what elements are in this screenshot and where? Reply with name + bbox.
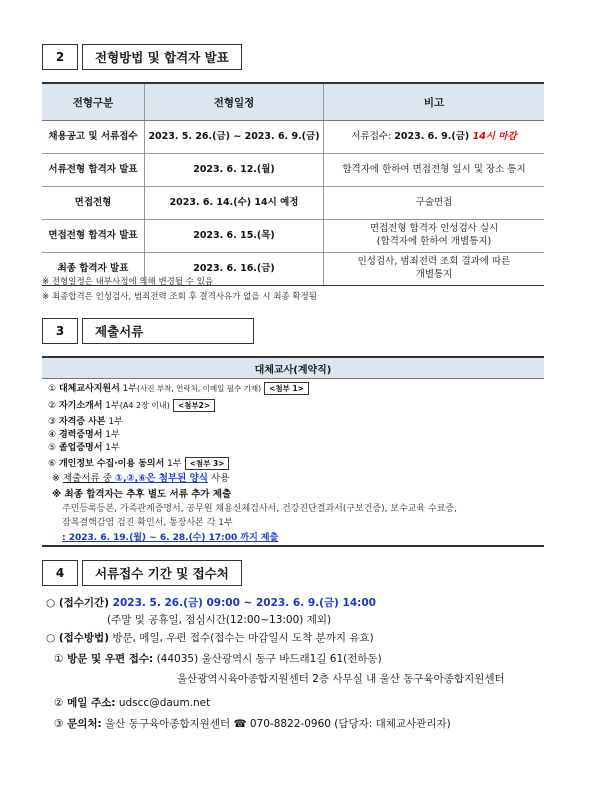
date-cell: 2023. 6. 14.(수) 14시 예정 — [145, 187, 324, 220]
note-cell: 면접전형 합격자 인성검사 실시 (합격자에 한하여 개별통지) — [324, 220, 545, 253]
document-item: ④ 경력증명서 1부 — [48, 430, 120, 440]
contact-line: ③ 문의처: 울산 동구육아종합지원센터 ☎ 070-8822-0960 (담당자: 대체교사관리자) — [54, 718, 451, 730]
section2-number: 2 — [42, 44, 78, 70]
note-cell: 인성검사, 범죄전력 조회 결과에 따른 개별통지 — [324, 253, 545, 286]
method-line: ○ (접수방법) 방문, 메일, 우편 접수(접수는 마감일시 도착 분까지 유효) — [46, 632, 374, 644]
documents-box-header: 대체교사(계약직) — [42, 358, 544, 379]
additional-docs-line2: 잠복결핵감염 검진 확인서, 통장사본 각 1부 — [62, 518, 233, 528]
section4-heading — [42, 560, 242, 586]
section3-title: 제출서류 — [82, 318, 254, 344]
stage-cell: 채용공고 및 서류접수 — [42, 121, 145, 154]
date-cell: 2023. 5. 26.(금) ~ 2023. 6. 9.(금) — [145, 121, 324, 154]
document-item: ⑥ 개인정보 수집·이용 동의서 1부 <첨부 3> — [48, 456, 229, 470]
schedule-table — [42, 82, 544, 286]
section4-number: 4 — [42, 560, 78, 586]
final-pass-note: ※ 최종합격은 인성검사, 범죄전력 조회 후 결격사유가 없을 시 최종 확정됨 — [42, 292, 317, 302]
stage-cell: 면접전형 — [42, 187, 145, 220]
schedule-note: ※ 전형일정은 내부사정에 의해 변경될 수 있음 — [42, 277, 214, 287]
stage-cell: 최종 합격자 발표 — [42, 253, 145, 286]
table-header-row — [42, 83, 544, 121]
stage-cell: 면접전형 합격자 발표 — [42, 220, 145, 253]
section2-heading — [42, 44, 242, 70]
period-line: ○ (접수기간) 2023. 5. 26.(금) 09:00 ~ 2023. 6. 9.(금) 14:00 — [46, 597, 376, 609]
period-note: (주말 및 공휴일, 점심시간(12:00~13:00) 제외) — [107, 614, 332, 626]
table-row — [42, 187, 544, 220]
section3-number: 3 — [42, 318, 78, 344]
note-cell: 합격자에 한하여 면접전형 일시 및 장소 통지 — [324, 154, 545, 187]
attachment-tag: <첨부2> — [173, 399, 215, 412]
form-usage-note: ※ 제출서류 중 ①,②,⑥은 첨부된 양식 사용 — [52, 473, 230, 484]
submission-deadline: : 2023. 6. 19.(월) ~ 6. 28.(수) 17:00 까지 제출 — [62, 533, 279, 543]
visit-address-line2: 울산광역시육아종합지원센터 2층 사무실 내 울산 동구육아종합지원센터 — [177, 673, 505, 685]
attachment-tag: <첨부 1> — [264, 382, 309, 395]
document-item: ③ 자격증 사본 1부 — [48, 417, 123, 427]
date-cell: 2023. 6. 15.(목) — [145, 220, 324, 253]
header-date: 전형일정 — [145, 83, 324, 121]
date-cell: 2023. 6. 16.(금) — [145, 253, 324, 286]
table-row — [42, 220, 544, 253]
table-row — [42, 121, 544, 154]
attachment-tag: <첨부 3> — [185, 457, 230, 470]
table-row — [42, 154, 544, 187]
date-cell: 2023. 6. 12.(월) — [145, 154, 324, 187]
stage-cell: 서류전형 합격자 발표 — [42, 154, 145, 187]
section4-title: 서류접수 기간 및 접수처 — [82, 560, 242, 586]
visit-line: ① 방문 및 우편 접수: (44035) 울산광역시 동구 바드래1길 61(전하동) — [54, 653, 382, 665]
note-cell: 구술면접 — [324, 187, 545, 220]
header-stage: 전형구분 — [42, 83, 145, 121]
document-item: ⑤ 졸업증명서 1부 — [48, 443, 120, 453]
section3-heading — [42, 318, 254, 344]
additional-docs-note: ※ 최종 합격자는 추후 별도 서류 추가 제출 — [52, 489, 232, 500]
document-item: ① 대체교사지원서 1부(사진 부착, 연락처, 이메일 필수 기재) <첨부 1> — [48, 381, 309, 395]
additional-docs-line1: 주민등록등본, 가족관계증명서, 공무원 채용신체검사서, 건강진단결과서(구보건증), 보수교육 수료증, — [62, 504, 457, 514]
document-item: ② 자기소개서 1부(A4 2장 이내) <첨부2> — [48, 398, 215, 412]
header-note: 비고 — [324, 83, 545, 121]
mail-line: ② 메일 주소: udscc@daum.net — [54, 697, 211, 709]
section2-title: 전형방법 및 합격자 발표 — [82, 44, 242, 70]
note-cell: 서류접수: 2023. 6. 9.(금) 14시 마감 — [324, 121, 545, 154]
